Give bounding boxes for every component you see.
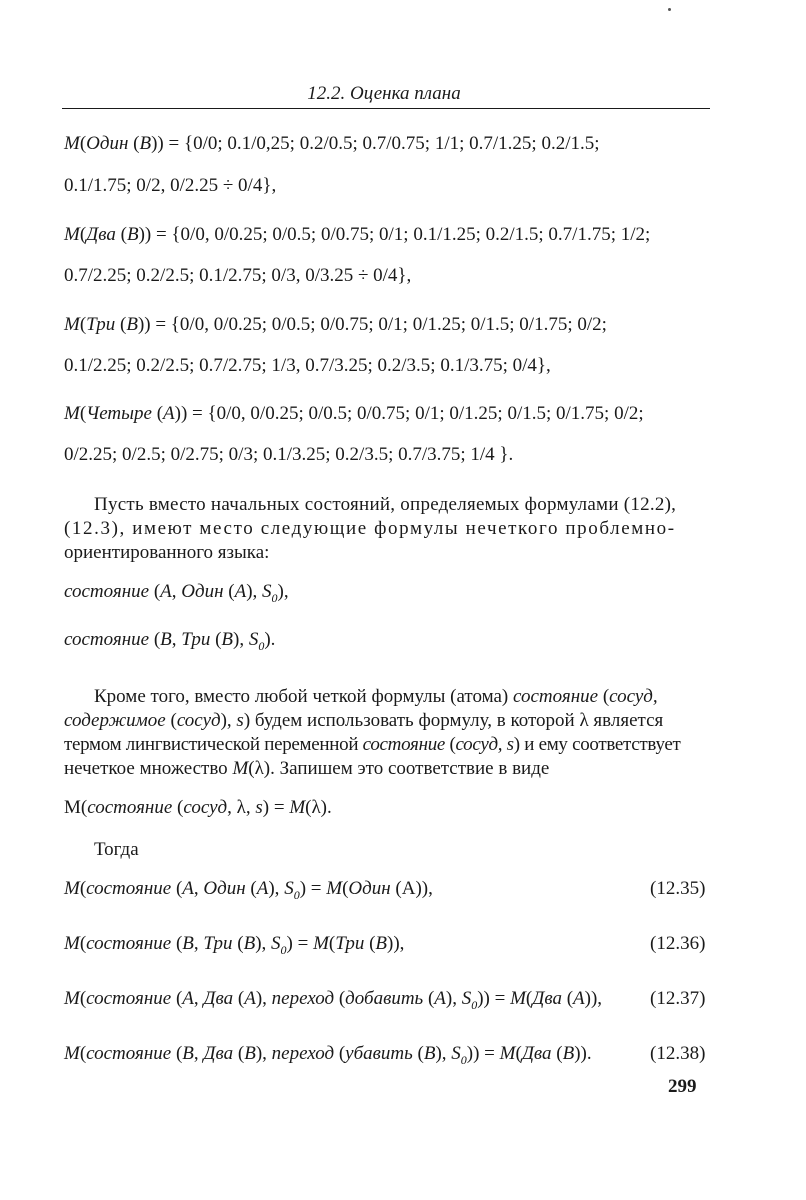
para1-line-2: (12.3), имеют место следующие формулы нечеткого проблемно- <box>64 518 676 539</box>
para2-line-4: нечеткое множество M(λ). Запишем это соответствие в виде <box>64 758 550 779</box>
para1-line-1: Пусть вместо начальных состояний, определяемых формулами (12.2), <box>94 494 677 515</box>
header-rule <box>62 108 710 109</box>
set-chetyre-a-line-2: 0/2.25; 0/2.5; 0/2.75; 0/3; 0.1/3.25; 0.2/3.5; 0.7/3.75; 1/4 }. <box>64 444 514 465</box>
para2-line-1: Кроме того, вместо любой четкой формулы (атома) состояние (сосуд, <box>94 686 658 707</box>
para1-line-3: ориентированного языка: <box>64 542 270 563</box>
scan-speck <box>668 8 671 11</box>
equation-number-12-37: (12.37) <box>650 988 706 1009</box>
equation-12-38: M(состояние (B, Два (B), переход (убавить (B), $S_0)) = M(Два$ (B)). <box>64 1043 592 1067</box>
set-dva-b-line-2: 0.7/2.25; 0.2/2.5; 0.1/2.75; 0/3, 0/3.25 ÷ 0/4}, <box>64 265 412 286</box>
equation-12-37: M(состояние (A, Два (A), переход (добавить (A), $S_0)) = M(Два$ (A)), <box>64 988 603 1012</box>
formula-state-a: состояние (A, Один (A), $S_0$), <box>64 581 289 605</box>
equation-number-12-36: (12.36) <box>650 933 706 954</box>
formula-correspondence: M(состояние (сосуд, λ, s) = M(λ). <box>64 797 332 818</box>
equation-12-35: M(состояние (A, Один (A), $S_0$) = M(Один (A)), <box>64 878 433 902</box>
equation-number-12-38: (12.38) <box>650 1043 706 1064</box>
set-dva-b-line-1: M(Два (B)) = {0/0, 0/0.25; 0/0.5; 0/0.75; 0/1; 0.1/1.25; 0.2/1.5; 0.7/1.75; 1/2; <box>64 224 651 245</box>
set-chetyre-a-line-1: M(Четыре (A)) = {0/0, 0/0.25; 0/0.5; 0/0.75; 0/1; 0/1.25; 0/1.5; 0/1.75; 0/2; <box>64 403 644 424</box>
togda-text: Тогда <box>94 839 139 860</box>
set-tri-b-line-1: M(Три (B)) = {0/0, 0/0.25; 0/0.5; 0/0.75; 0/1; 0/1.25; 0/1.5; 0/1.75; 0/2; <box>64 314 607 335</box>
para2-line-3: термом лингвистической переменной состояние (сосуд, s) и ему соответствует <box>64 734 681 755</box>
set-odin-b-line-2: 0.1/1.75; 0/2, 0/2.25 ÷ 0/4}, <box>64 175 277 196</box>
set-odin-b-line-1: M(Один (B)) = {0/0; 0.1/0,25; 0.2/0.5; 0.7/0.75; 1/1; 0.7/1.25; 0.2/1.5; <box>64 133 600 154</box>
running-header: 12.2. Оценка плана <box>307 83 461 104</box>
formula-state-b: состояние (B, Три (B), $S_0$). <box>64 629 276 653</box>
equation-number-12-35: (12.35) <box>650 878 706 899</box>
para2-line-2: содержимое (сосуд), s) будем использовать формулу, в которой λ является <box>64 710 664 731</box>
page-number: 299 <box>668 1076 697 1097</box>
set-tri-b-line-2: 0.1/2.25; 0.2/2.5; 0.7/2.75; 1/3, 0.7/3.25; 0.2/3.5; 0.1/3.75; 0/4}, <box>64 355 551 376</box>
equation-12-36: M(состояние (B, Три (B), $S_0) = M(Три$ (B)), <box>64 933 405 957</box>
